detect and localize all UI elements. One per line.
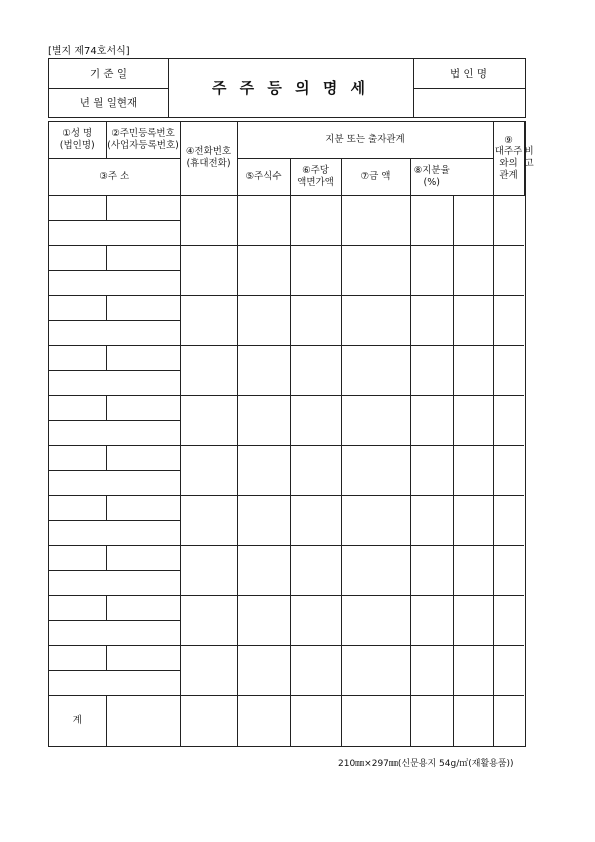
address-cell[interactable] xyxy=(49,470,180,495)
shareholder-entry-row xyxy=(49,595,525,620)
amount-cell[interactable] xyxy=(341,545,410,595)
paper-spec-footer: 210㎜×297㎜(신문용지 54g/㎡(재활용품)) xyxy=(338,759,514,769)
date-current-line: 년 월 일현재 xyxy=(79,97,138,109)
relation-cell[interactable] xyxy=(453,245,493,295)
relation-cell[interactable] xyxy=(453,545,493,595)
col-phone-header: ④전화번호 (휴대전화) xyxy=(180,122,237,195)
shareholder-entry-row xyxy=(49,395,525,420)
col-address-header: ③주 소 xyxy=(49,159,180,196)
shares-cell[interactable] xyxy=(237,545,290,595)
ratio-cell[interactable] xyxy=(410,545,453,595)
shareholder-entry-row xyxy=(49,495,525,520)
col-amount-header: ⑦금 액 xyxy=(341,159,410,196)
col-shares-header: ⑤주식수 xyxy=(237,159,290,196)
col-relation-header: ⑨ 대주주 와의 관계 xyxy=(493,122,524,195)
remarks-cell[interactable] xyxy=(493,295,524,345)
relation-cell[interactable] xyxy=(453,595,493,645)
amount-cell[interactable] xyxy=(341,645,410,695)
shares-cell[interactable] xyxy=(237,445,290,495)
remarks-cell[interactable] xyxy=(493,395,524,445)
ratio-cell[interactable] xyxy=(410,195,453,245)
name-cell[interactable] xyxy=(49,645,106,670)
par-value-cell[interactable] xyxy=(290,595,341,645)
phone-cell[interactable] xyxy=(180,195,237,245)
reg-no-cell[interactable] xyxy=(106,445,180,470)
amount-cell[interactable] xyxy=(341,195,410,245)
amount-cell[interactable] xyxy=(341,445,410,495)
name-cell[interactable] xyxy=(49,345,106,370)
col-equity-group-header: 지분 또는 출자관계 xyxy=(237,122,493,159)
ratio-cell[interactable] xyxy=(410,295,453,345)
form-title: 주 주 등 의 명 세 xyxy=(211,79,370,97)
par-value-cell[interactable] xyxy=(290,645,341,695)
relation-cell[interactable] xyxy=(453,445,493,495)
par-value-cell[interactable] xyxy=(290,245,341,295)
col-remarks-header: 비 고 xyxy=(524,122,525,195)
amount-cell[interactable] xyxy=(341,495,410,545)
name-cell[interactable] xyxy=(49,195,106,220)
phone-cell[interactable] xyxy=(180,295,237,345)
address-cell[interactable] xyxy=(49,620,180,645)
remarks-cell[interactable] xyxy=(493,345,524,395)
ratio-cell[interactable] xyxy=(410,345,453,395)
name-cell[interactable] xyxy=(49,395,106,420)
ratio-cell[interactable] xyxy=(410,495,453,545)
name-cell[interactable] xyxy=(49,495,106,520)
col-name-header: ①성 명 (법인명) xyxy=(49,122,106,159)
shareholder-entry-row xyxy=(49,445,525,470)
name-cell[interactable] xyxy=(49,445,106,470)
address-cell[interactable] xyxy=(49,320,180,345)
col-reg-no-header: ②주민등록번호 (사업자등록번호) xyxy=(106,122,180,159)
shareholder-entry-row xyxy=(49,345,525,370)
shareholder-entry-row xyxy=(49,195,525,220)
par-value-cell[interactable] xyxy=(290,395,341,445)
reg-no-cell[interactable] xyxy=(106,495,180,520)
address-cell[interactable] xyxy=(49,370,180,395)
total-phone-cell[interactable] xyxy=(180,695,237,746)
corp-name-label: 법 인 명 xyxy=(449,68,488,80)
reg-no-cell[interactable] xyxy=(106,645,180,670)
shares-cell[interactable] xyxy=(237,195,290,245)
relation-cell[interactable] xyxy=(453,645,493,695)
total-row xyxy=(49,695,525,746)
total-remarks-cell[interactable] xyxy=(493,695,524,746)
shareholder-entry-row xyxy=(49,295,525,320)
par-value-cell[interactable] xyxy=(290,295,341,345)
total-label: 계 xyxy=(49,695,106,746)
shares-cell[interactable] xyxy=(237,645,290,695)
ratio-cell[interactable] xyxy=(410,645,453,695)
form-number-label: [별지 제74호서식] xyxy=(48,46,130,57)
phone-cell[interactable] xyxy=(180,395,237,445)
amount-cell[interactable] xyxy=(341,595,410,645)
shares-cell[interactable] xyxy=(237,595,290,645)
relation-cell[interactable] xyxy=(453,495,493,545)
shares-cell[interactable] xyxy=(237,245,290,295)
name-cell[interactable] xyxy=(49,295,106,320)
header-row-2 xyxy=(49,159,525,196)
par-value-cell[interactable] xyxy=(290,495,341,545)
address-cell[interactable] xyxy=(49,670,180,695)
corp-name-field[interactable] xyxy=(413,88,524,117)
shareholder-entry-row xyxy=(49,545,525,570)
relation-cell[interactable] xyxy=(453,295,493,345)
amount-cell[interactable] xyxy=(341,295,410,345)
relation-cell[interactable] xyxy=(453,195,493,245)
reg-no-cell[interactable] xyxy=(106,345,180,370)
remarks-cell[interactable] xyxy=(493,495,524,545)
par-value-cell[interactable] xyxy=(290,345,341,395)
remarks-cell[interactable] xyxy=(493,245,524,295)
phone-cell[interactable] xyxy=(180,545,237,595)
total-ratio-cell[interactable] xyxy=(410,695,453,746)
phone-cell[interactable] xyxy=(180,495,237,545)
address-cell[interactable] xyxy=(49,220,180,245)
form-header xyxy=(48,58,526,118)
reg-no-cell[interactable] xyxy=(106,245,180,270)
shareholder-table xyxy=(48,121,534,747)
address-cell[interactable] xyxy=(49,270,180,295)
total-par-value-cell[interactable] xyxy=(290,695,341,746)
reg-no-cell[interactable] xyxy=(106,195,180,220)
remarks-cell[interactable] xyxy=(493,645,524,695)
base-date-label: 기 준 일 xyxy=(89,68,128,80)
shares-cell[interactable] xyxy=(237,495,290,545)
remarks-cell[interactable] xyxy=(493,545,524,595)
shareholder-entry-row xyxy=(49,245,525,270)
total-shares-cell[interactable] xyxy=(237,695,290,746)
shares-cell[interactable] xyxy=(237,295,290,345)
shareholder-entry-row xyxy=(49,645,525,670)
amount-cell[interactable] xyxy=(341,245,410,295)
name-cell[interactable] xyxy=(49,595,106,620)
remarks-cell[interactable] xyxy=(493,595,524,645)
reg-no-cell[interactable] xyxy=(106,595,180,620)
name-cell[interactable] xyxy=(49,545,106,570)
par-value-cell[interactable] xyxy=(290,545,341,595)
phone-cell[interactable] xyxy=(180,345,237,395)
ratio-cell[interactable] xyxy=(410,245,453,295)
reg-no-cell[interactable] xyxy=(106,395,180,420)
remarks-cell[interactable] xyxy=(493,195,524,245)
relation-cell[interactable] xyxy=(453,395,493,445)
shares-cell[interactable] xyxy=(237,345,290,395)
ratio-cell[interactable] xyxy=(410,445,453,495)
address-cell[interactable] xyxy=(49,520,180,545)
phone-cell[interactable] xyxy=(180,445,237,495)
total-reg-no-cell[interactable] xyxy=(106,695,180,746)
name-cell[interactable] xyxy=(49,245,106,270)
reg-no-cell[interactable] xyxy=(106,295,180,320)
phone-cell[interactable] xyxy=(180,245,237,295)
par-value-cell[interactable] xyxy=(290,445,341,495)
col-ratio-header: ⑧지분율 (%) xyxy=(410,159,453,196)
address-cell[interactable] xyxy=(49,420,180,445)
amount-cell[interactable] xyxy=(341,345,410,395)
shares-cell[interactable] xyxy=(237,395,290,445)
ratio-cell[interactable] xyxy=(410,595,453,645)
header-row-1 xyxy=(49,122,525,159)
par-value-cell[interactable] xyxy=(290,195,341,245)
phone-cell[interactable] xyxy=(180,595,237,645)
phone-cell[interactable] xyxy=(180,645,237,695)
relation-cell[interactable] xyxy=(453,345,493,395)
total-relation-cell[interactable] xyxy=(453,695,493,746)
remarks-cell[interactable] xyxy=(493,445,524,495)
ratio-cell[interactable] xyxy=(410,395,453,445)
amount-cell[interactable] xyxy=(341,395,410,445)
address-cell[interactable] xyxy=(49,570,180,595)
col-par-value-header: ⑥주당 액면가액 xyxy=(290,159,341,196)
reg-no-cell[interactable] xyxy=(106,545,180,570)
total-amount-cell[interactable] xyxy=(341,695,410,746)
